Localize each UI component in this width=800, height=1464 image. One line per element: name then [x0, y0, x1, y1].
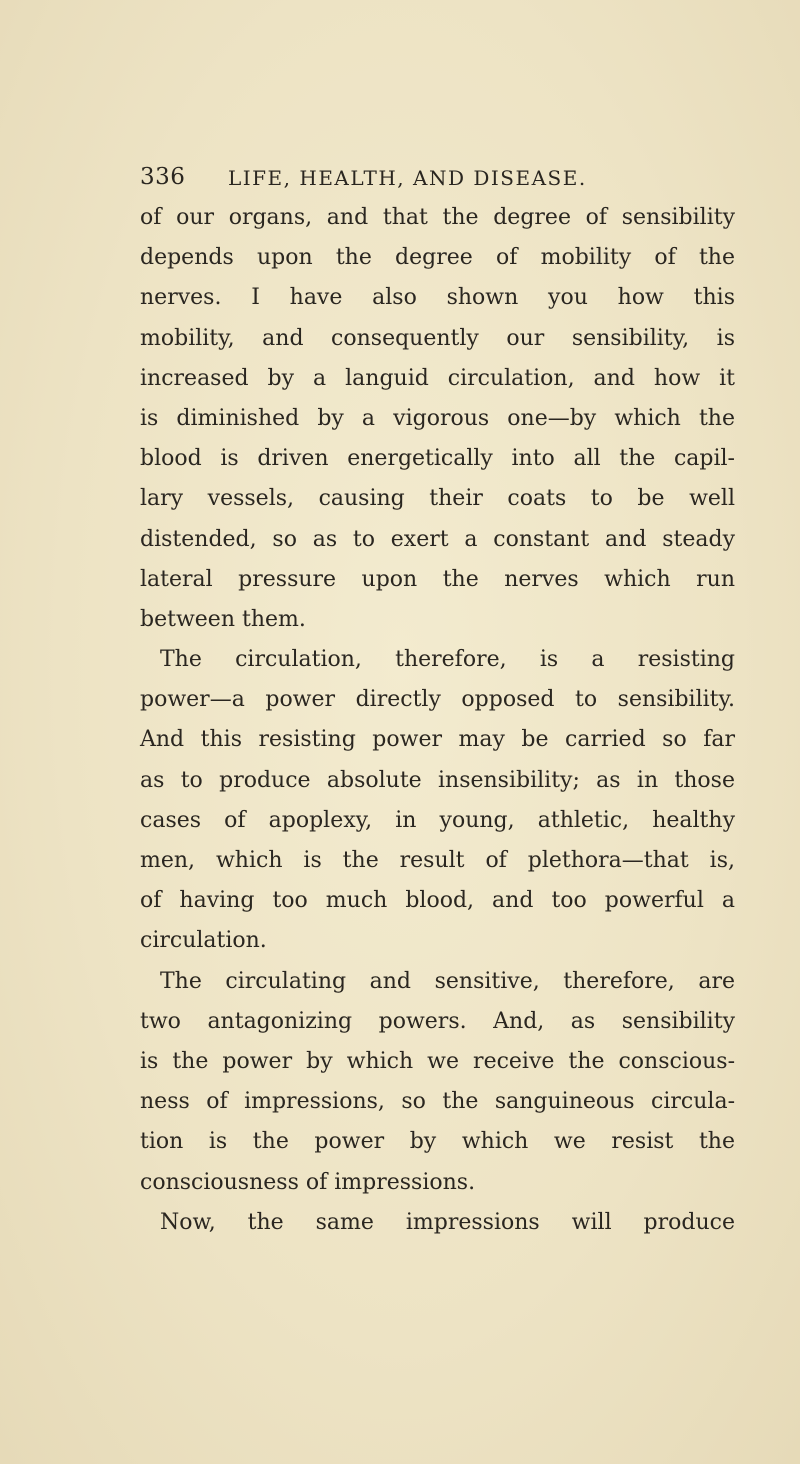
text-line: consciousness of impressions. — [140, 1169, 476, 1195]
text-line: of having too much blood, and too powerful a — [140, 888, 735, 914]
paragraph-start-line: Now, the same impressions will produce — [160, 1209, 735, 1235]
running-head: LIFE, HEALTH, AND DISEASE. — [228, 166, 587, 190]
text-line: men, which is the result of plethora—that is, — [140, 848, 735, 873]
text-line: mobility, and consequently our sensibility, is — [140, 325, 735, 351]
text-line: lary vessels, causing their coats to be well — [140, 486, 735, 512]
text-line: increased by a languid circulation, and how it — [140, 365, 735, 391]
body-text — [140, 198, 735, 1243]
text-line: depends upon the degree of mobility of the — [140, 245, 735, 271]
text-line: cases of apoplexy, in young, athletic, healthy — [140, 807, 735, 833]
text-line: two antagonizing powers. And, as sensibility — [140, 1008, 735, 1034]
text-line: blood is driven energetically into all the capil- — [140, 446, 735, 472]
text-line: of our organs, and that the degree of sensibility — [140, 205, 735, 230]
text-line: is diminished by a vigorous one—by which the — [140, 405, 735, 431]
text-line: circulation. — [140, 928, 267, 954]
text-line: lateral pressure upon the nerves which run — [140, 566, 735, 592]
text-line: power—a power directly opposed to sensibility. — [140, 687, 735, 713]
text-line: ness of impressions, so the sanguineous circula- — [140, 1089, 735, 1115]
text-line: is the power by which we receive the conscious- — [140, 1048, 735, 1074]
page-number: 336 — [140, 164, 186, 190]
text-line: nerves. I have also shown you how this — [140, 285, 735, 311]
paragraph-start-line: The circulating and sensitive, therefore, are — [160, 968, 735, 994]
text-line: as to produce absolute insensibility; as in those — [140, 767, 735, 793]
text-line: between them. — [140, 606, 306, 632]
text-line: distended, so as to exert a constant and steady — [140, 526, 735, 552]
text-line: And this resisting power may be carried so far — [140, 727, 735, 753]
text-line: tion is the power by which we resist the — [140, 1129, 735, 1155]
paragraph-start-line: The circulation, therefore, is a resisting — [160, 647, 735, 673]
